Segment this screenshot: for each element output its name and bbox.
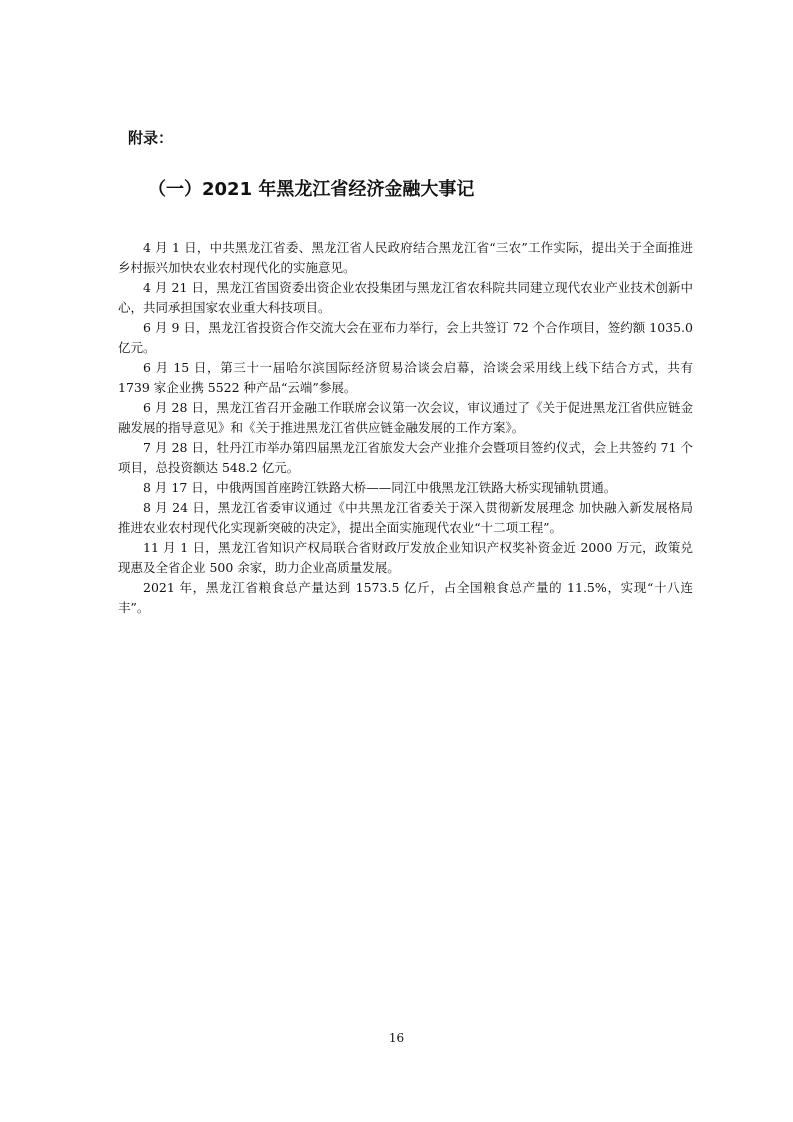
event-paragraph: 6 月 28 日，黑龙江省召开金融工作联席会议第一次会议，审议通过了《关于促进黑龙江省供应链金融发展的指导意见》和《关于推进黑龙江省供应链金融发展的工作方案》。	[118, 400, 693, 435]
event-paragraph: 4 月 21 日，黑龙江省国资委出资企业农投集团与黑龙江省农科院共同建立现代农业产业技术创新中心，共同承担国家农业重大科技项目。	[118, 280, 693, 315]
event-paragraph: 11 月 1 日，黑龙江省知识产权局联合省财政厅发放企业知识产权奖补资金近 2000 万元，政策兑现惠及全省企业 500 余家，助力企业高质量发展。	[118, 540, 693, 575]
page-number: 16	[388, 1031, 405, 1045]
event-paragraph: 8 月 24 日，黑龙江省委审议通过《中共黑龙江省委关于深入贯彻新发展理念 加快融入新发展格局 推进农业农村现代化实现新突破的决定》，提出全面实施现代农业“十二项工程”。	[118, 500, 693, 535]
section-title: （一）2021 年黑龙江省经济金融大事记	[148, 179, 475, 200]
event-paragraph: 8 月 17 日，中俄两国首座跨江铁路大桥——同江中俄黑龙江铁路大桥实现铺轨贯通。	[143, 480, 617, 495]
appendix-label: 附录：	[128, 129, 174, 147]
event-paragraph: 7 月 28 日，牡丹江市举办第四届黑龙江省旅发大会产业推介会暨项目签约仪式，会上共签约 71 个项目，总投资额达 548.2 亿元。	[118, 440, 693, 475]
events-list	[118, 238, 693, 618]
event-paragraph: 4 月 1 日，中共黑龙江省委、黑龙江省人民政府结合黑龙江省“三农”工作实际，提出关于全面推进乡村振兴加快农业农村现代化的实施意见。	[118, 240, 693, 275]
event-paragraph: 2021 年，黑龙江省粮食总产量达到 1573.5 亿斤，占全国粮食总产量的 11.5%，实现“十八连丰”。	[118, 580, 693, 615]
event-paragraph: 6 月 15 日，第三十一届哈尔滨国际经济贸易洽谈会启幕，洽谈会采用线上线下结合方式，共有 1739 家企业携 5522 种产品“云端”参展。	[118, 360, 693, 395]
event-paragraph: 6 月 9 日，黑龙江省投资合作交流大会在亚布力举行，会上共签订 72 个合作项目，签约额 1035.0 亿元。	[118, 320, 693, 355]
